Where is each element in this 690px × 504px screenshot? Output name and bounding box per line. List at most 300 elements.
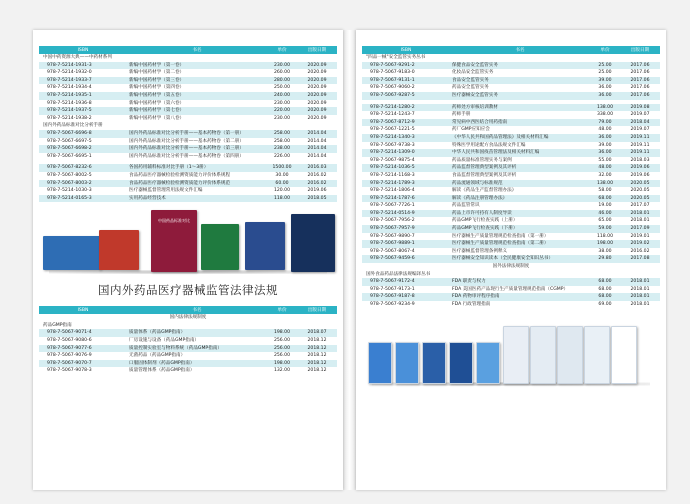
subsection-heading <box>362 263 660 271</box>
date-cell: 2019.02 <box>620 240 660 248</box>
title-cell: 国内外药品标准对比分析手册——基本药物卷（第三册） <box>127 145 267 153</box>
title-cell: 医疗器械监督管理常用法规文件汇编 <box>127 187 267 195</box>
section-heading <box>39 122 337 130</box>
title-cell: 新编中国药材学（第三卷） <box>127 77 267 85</box>
left-page <box>33 30 343 490</box>
isbn-cell: 978-7-5067-6695-1 <box>47 153 92 159</box>
isbn-cell: 978-7-5067-7956-2 <box>362 217 450 225</box>
price-cell: 198.00 <box>267 360 297 368</box>
price-cell: 29.80 <box>590 255 620 263</box>
price-cell: 250.00 <box>267 84 297 92</box>
isbn-cell: 978-7-5067-1221-5 <box>362 126 450 134</box>
title-cell: 国内外药品标准对比分析手册——基本药物卷（第四册） <box>129 153 244 159</box>
price-cell: 36.00 <box>590 149 620 157</box>
price-cell: 238.00 <box>267 145 297 153</box>
book-cover <box>151 210 197 272</box>
price-cell: 48.00 <box>590 164 620 172</box>
price-cell: 118.00 <box>267 195 297 203</box>
isbn-cell: 978-7-5067-9875-4 <box>362 157 450 165</box>
title-cell: 医疗器械监督管理条例释义 <box>450 248 590 256</box>
date-cell: 2019.11 <box>620 134 660 142</box>
title-cell: 医疗器械安全知识读本（全民健康安全知识丛书） <box>450 255 590 263</box>
price-cell: 240.00 <box>267 92 297 100</box>
table-row <box>362 195 660 203</box>
table-row <box>362 301 660 309</box>
date-cell: 2020.09 <box>297 84 337 92</box>
title-cell: 医疗器械生产质量管理规范检查指南（第一册） <box>450 233 590 241</box>
date-cell: 2016.03 <box>297 164 337 172</box>
table-row <box>362 217 660 225</box>
isbn-cell: 978-7-5214-1806-4 <box>362 187 450 195</box>
table-row <box>39 62 337 70</box>
title-cell: 厂房设施与设备（药品GMP指南） <box>129 338 200 344</box>
isbn-cell: 978-7-5067-8067-4 <box>362 248 450 256</box>
table-row <box>39 69 337 77</box>
price-cell: 59.00 <box>590 225 620 233</box>
price-cell: 39.00 <box>590 77 620 85</box>
date-cell: 2018.03 <box>620 157 660 165</box>
title-header: 书名 <box>127 306 267 314</box>
date-cell: 2020.09 <box>297 107 337 115</box>
table-row <box>39 195 337 203</box>
table-row <box>362 157 660 165</box>
price-cell: 132.00 <box>273 368 291 374</box>
isbn-cell: 978-7-5214-1168-3 <box>362 172 450 180</box>
title-cell: 《中华人民共和国药品管理法》及相关材料汇编 <box>450 134 590 142</box>
isbn-cell: 978-7-5067-8712-9 <box>362 119 450 127</box>
title-cell: 化妆品安全监管实务 <box>450 69 590 77</box>
title-cell: 国内外药品标准对比分析手册——基本药物卷（第一册） <box>127 130 267 138</box>
section-title: 中国中药资源大典——中药材系列 <box>39 54 337 62</box>
title-cell: FDA 行政管理指南 <box>452 302 491 307</box>
section-title: 药品GMP指南 <box>39 322 337 330</box>
price-cell: 220.00 <box>267 107 297 115</box>
isbn-cell: 978-7-5067-9077-6 <box>39 345 127 353</box>
date-cell: 2017.09 <box>620 225 660 233</box>
table-row <box>39 130 337 138</box>
price-cell: 68.00 <box>590 195 620 203</box>
table-row <box>362 293 660 301</box>
isbn-cell: 978-7-5067-6697-5 <box>47 138 92 144</box>
book-cover <box>43 236 101 270</box>
section-title: 国外食品药品法律法规编译丛书 <box>362 271 660 279</box>
price-cell: 36.00 <box>590 92 620 100</box>
table-header-row <box>39 306 337 314</box>
price-cell: 118.00 <box>590 233 620 241</box>
title-cell: 新编中国药材学（第七卷） <box>127 107 267 115</box>
date-cell: 2018.12 <box>297 345 337 353</box>
isbn-cell: 978-7-5214-1932-0 <box>39 69 127 77</box>
isbn-cell: 978-7-5214-1789-3 <box>362 180 450 188</box>
table-row <box>362 187 660 195</box>
table-row <box>39 187 337 195</box>
left-catalog-table <box>39 46 337 202</box>
table-row <box>362 172 660 180</box>
table-row <box>362 233 660 241</box>
table-row <box>39 84 337 92</box>
table-row <box>39 92 337 100</box>
isbn-header: ISBN <box>39 46 127 54</box>
title-cell: 新编中国药材学（第一卷） <box>127 62 267 70</box>
title-cell: 质量管理体系（药品GMP指南） <box>129 368 195 374</box>
isbn-cell: 978-7-5067-9172-4 <box>362 278 450 286</box>
isbn-header: ISBN <box>39 306 127 314</box>
price-cell: 68.00 <box>598 286 612 292</box>
isbn-cell: 978-7-5067-9287-5 <box>362 92 450 100</box>
title-cell: 新编中国药材学（第五卷） <box>127 92 267 100</box>
date-cell: 2019.06 <box>620 172 660 180</box>
title-cell: 国内外药品标准对比分析手册——基本药物卷（第二册） <box>129 138 244 144</box>
section-title: 国内外药品标准对比分析手册 <box>39 122 337 130</box>
table-row <box>362 142 660 150</box>
isbn-cell: 978-7-5067-7726-1 <box>362 202 450 210</box>
isbn-cell: 978-7-5067-9234-9 <box>370 302 415 307</box>
table-row <box>39 352 337 360</box>
table-header-row <box>362 46 660 54</box>
price-cell: 79.00 <box>590 119 620 127</box>
title-cell: 特殊医学用途配方食品法规文件汇编 <box>450 142 590 150</box>
isbn-cell: 978-7-5067-9060-2 <box>362 84 450 92</box>
table-row <box>362 84 660 92</box>
price-cell: 65.00 <box>590 217 620 225</box>
book-cover <box>611 326 637 384</box>
isbn-cell: 978-7-5067-8002-5 <box>39 172 127 180</box>
title-cell: 新编中国药材学（第四卷） <box>127 84 267 92</box>
isbn-cell: 978-7-5214-1936-8 <box>39 100 127 108</box>
date-cell: 2014.04 <box>307 153 327 159</box>
date-cell: 2020.09 <box>297 77 337 85</box>
subsection-title: 国内法律法规制度 <box>39 314 337 322</box>
book-cover <box>368 342 392 384</box>
title-cell: 中华人民共和国疫苗管理法及相关材料汇编 <box>450 149 590 157</box>
right-book-banner <box>362 313 660 388</box>
title-cell: 常见病中西医结合用药指南 <box>450 119 590 127</box>
price-cell: 32.00 <box>590 172 620 180</box>
isbn-cell: 978-7-5067-9738-3 <box>362 142 450 150</box>
date-header: 出版日期 <box>297 46 337 54</box>
date-cell: 2018.05 <box>297 195 337 203</box>
date-cell: 2017.06 <box>620 69 660 77</box>
date-cell: 2020.05 <box>620 180 660 188</box>
price-cell: 38.00 <box>590 248 620 256</box>
price-cell: 120.00 <box>267 187 297 195</box>
price-cell: 338.00 <box>590 111 620 119</box>
table-row <box>362 149 660 157</box>
isbn-cell: 978-7-5214-1934-4 <box>39 84 127 92</box>
isbn-cell: 978-7-5214-1935-1 <box>39 92 127 100</box>
table-row <box>362 248 660 256</box>
book-cover <box>530 326 556 384</box>
price-header: 单价 <box>590 46 620 54</box>
price-cell: 58.00 <box>590 187 620 195</box>
table-row <box>39 107 337 115</box>
table-row <box>362 286 660 294</box>
isbn-cell: 978-7-5214-0165-3 <box>39 195 127 203</box>
date-cell: 2018.01 <box>620 210 660 218</box>
price-cell: 256.00 <box>273 338 291 344</box>
table-header-row <box>39 46 337 54</box>
date-cell: 2019.01 <box>620 233 660 241</box>
price-cell: 198.00 <box>267 329 297 337</box>
table-row <box>39 164 337 172</box>
table-row <box>39 77 337 85</box>
title-cell: 新编中国药材学（第二卷） <box>127 69 267 77</box>
title-cell: FDA 美国医药产品现行生产质量管理规范指南（CGMP） <box>452 286 569 292</box>
isbn-cell: 978-7-5067-9890-7 <box>362 233 450 241</box>
title-cell: 药品监督管理典型案例及其评析 <box>450 164 590 172</box>
price-cell: 46.00 <box>590 210 620 218</box>
table-row <box>39 115 337 123</box>
book-cover <box>201 224 239 270</box>
isbn-cell: 978-7-5214-1030-3 <box>39 187 127 195</box>
right-page <box>356 30 666 490</box>
isbn-cell: 978-7-5214-1938-2 <box>39 115 127 123</box>
isbn-cell: 978-7-5067-8003-2 <box>39 180 127 188</box>
title-cell: 食品监督管理典型案例及其评析 <box>450 172 590 180</box>
book-cover <box>422 342 446 384</box>
title-cell: 食品药品医疗器械检验检测资质能力评价体系规范 <box>127 180 267 188</box>
price-cell: 36.00 <box>590 84 620 92</box>
price-cell: 198.00 <box>590 240 620 248</box>
date-cell: 2020.09 <box>297 62 337 70</box>
price-cell: 258.00 <box>267 130 297 138</box>
date-cell: 2019.08 <box>620 104 660 112</box>
book-cover <box>291 214 335 272</box>
book-cover <box>584 326 610 384</box>
title-cell: 药师处方审核培训教材 <box>450 104 590 112</box>
date-cell: 2017.08 <box>620 255 660 263</box>
table-row <box>39 172 337 180</box>
section-heading <box>362 271 660 279</box>
section-heading <box>39 322 337 330</box>
price-cell: 260.00 <box>267 69 297 77</box>
title-cell: 药厂GMP应知应会 <box>450 126 590 134</box>
table-row <box>362 111 660 119</box>
table-row <box>39 138 337 146</box>
date-cell: 2018.04 <box>620 119 660 127</box>
table-row <box>39 100 337 108</box>
title-cell: 解读《药品生产监督管理办法》 <box>450 187 590 195</box>
section-title: "四品一械"安全监管实务丛书 <box>362 54 660 62</box>
price-cell: 226.00 <box>273 153 291 159</box>
isbn-cell: 978-7-5214-1931-3 <box>39 62 127 70</box>
book-cover <box>476 342 500 384</box>
title-cell: FDA 药物审评程序指南 <box>450 293 590 301</box>
date-cell: 2020.09 <box>297 92 337 100</box>
isbn-cell: 978-7-5067-9291-2 <box>362 62 450 70</box>
table-row <box>39 360 337 368</box>
isbn-cell: 978-7-5067-9187-8 <box>362 293 450 301</box>
price-cell: 69.00 <box>598 302 612 307</box>
left-catalog-table-2 <box>39 306 337 375</box>
price-cell: 36.00 <box>590 134 620 142</box>
title-header: 书名 <box>127 46 267 54</box>
section-heading <box>362 54 660 62</box>
isbn-cell: 978-7-5067-9070-7 <box>39 360 127 368</box>
isbn-cell: 978-7-5067-9173-1 <box>370 286 415 292</box>
subsection-title: 国外法律法规制度 <box>362 263 660 271</box>
date-cell: 2018.12 <box>307 353 327 359</box>
isbn-cell: 978-7-5067-9071-4 <box>39 329 127 337</box>
isbn-cell: 978-7-5067-9080-6 <box>47 338 92 344</box>
table-row <box>39 329 337 337</box>
price-cell: 230.00 <box>267 115 297 123</box>
table-row <box>39 153 337 161</box>
price-cell: 68.00 <box>590 278 620 286</box>
table-row <box>362 202 660 210</box>
table-row <box>362 62 660 70</box>
book-cover <box>99 230 139 270</box>
isbn-cell: 978-7-5214-1309-0 <box>362 149 450 157</box>
date-cell: 2017.07 <box>620 202 660 210</box>
table-row <box>362 164 660 172</box>
book-cover <box>557 326 583 384</box>
price-cell: 256.00 <box>273 353 291 359</box>
date-cell: 2017.06 <box>620 84 660 92</box>
date-cell: 2020.09 <box>297 100 337 108</box>
date-cell: 2018.01 <box>620 217 660 225</box>
price-cell: 230.00 <box>267 62 297 70</box>
price-cell: 55.00 <box>590 157 620 165</box>
title-cell: 药品GMP飞行检查实践（上册） <box>450 217 590 225</box>
table-row <box>362 69 660 77</box>
isbn-cell: 978-7-5067-6698-2 <box>39 145 127 153</box>
date-cell: 2017.06 <box>620 92 660 100</box>
date-header: 出版日期 <box>620 46 660 54</box>
table-row <box>39 367 337 375</box>
table-row <box>362 180 660 188</box>
table-row <box>362 225 660 233</box>
title-cell: 保健食品安全监管实务 <box>450 62 590 70</box>
book-cover <box>503 326 529 384</box>
price-cell: 138.00 <box>590 104 620 112</box>
table-row <box>362 119 660 127</box>
price-cell: 230.00 <box>267 100 297 108</box>
page-title: 国内外药品医疗器械监管法律法规 <box>98 283 278 298</box>
price-cell: 1500.00 <box>267 164 297 172</box>
title-cell: 药品安全监管实务 <box>450 84 590 92</box>
price-header: 单价 <box>267 46 297 54</box>
date-cell: 2018.01 <box>630 302 650 307</box>
table-row <box>39 345 337 353</box>
table-row <box>362 134 660 142</box>
isbn-cell: 978-7-5214-1933-7 <box>39 77 127 85</box>
isbn-cell: 978-7-5214-1036-5 <box>362 164 450 172</box>
price-cell: 256.00 <box>267 345 297 353</box>
title-cell: 质量体系（药品GMP指南） <box>127 329 267 337</box>
isbn-cell: 978-7-5067-9889-1 <box>362 240 450 248</box>
date-cell: 2018.12 <box>307 368 327 374</box>
date-cell: 2017.06 <box>620 77 660 85</box>
isbn-cell: 978-7-5214-1340-3 <box>362 134 450 142</box>
isbn-cell: 978-7-5214-1280-2 <box>362 104 450 112</box>
table-row <box>362 92 660 100</box>
title-cell: 食品药品医疗器械检验检测资质能力评价体系规程 <box>127 172 267 180</box>
table-row <box>39 180 337 188</box>
date-cell: 2014.04 <box>297 145 337 153</box>
isbn-cell: 978-7-5214-1787-6 <box>362 195 450 203</box>
isbn-cell: 978-7-5067-9459-6 <box>362 255 450 263</box>
isbn-cell: 978-7-5214-1243-7 <box>362 111 450 119</box>
title-cell: 实用药品经营技术 <box>127 195 267 203</box>
date-cell: 2017.06 <box>620 62 660 70</box>
left-book-banner <box>39 206 337 276</box>
section-heading <box>39 54 337 62</box>
price-cell: 48.00 <box>590 126 620 134</box>
title-cell: 药品流通领域与标准规范 <box>450 180 590 188</box>
date-cell: 2016.02 <box>620 248 660 256</box>
isbn-header: ISBN <box>362 46 450 54</box>
title-cell: 无菌药品（药品GMP指南） <box>129 353 186 359</box>
isbn-cell: 978-7-5067-7957-9 <box>362 225 450 233</box>
table-row <box>362 104 660 112</box>
date-cell: 2018.01 <box>620 278 660 286</box>
isbn-cell: 978-7-5214-0514-9 <box>362 210 450 218</box>
date-cell: 2019.06 <box>297 187 337 195</box>
date-cell: 2016.02 <box>297 180 337 188</box>
title-cell: 新编中国药材学（第八卷） <box>127 115 267 123</box>
title-cell: 药品质量标准管理实务与案例 <box>450 157 590 165</box>
title-header: 书名 <box>450 46 590 54</box>
table-row <box>362 126 660 134</box>
table-row <box>39 145 337 153</box>
table-row <box>362 278 660 286</box>
price-cell: 25.00 <box>590 69 620 77</box>
title-cell: 药品监管常识 <box>450 202 590 210</box>
date-cell: 2019.11 <box>620 142 660 150</box>
title-cell: 口服固体制剂（药品GMP指南） <box>127 360 267 368</box>
price-cell: 30.00 <box>267 172 297 180</box>
isbn-cell: 978-7-5067-8232-6 <box>39 164 127 172</box>
date-cell: 2016.02 <box>297 172 337 180</box>
subsection-heading <box>39 314 337 322</box>
book-cover-title: 中国药品标准对比 <box>158 218 190 224</box>
isbn-cell: 978-7-5067-9183-0 <box>362 69 450 77</box>
table-row <box>362 255 660 263</box>
date-cell: 2020.05 <box>620 195 660 203</box>
isbn-cell: 978-7-5067-9078-3 <box>47 368 92 374</box>
table-row <box>362 240 660 248</box>
title-cell: 各国药用辅料标准对比手册（1～3册） <box>127 164 267 172</box>
price-cell: 25.00 <box>590 62 620 70</box>
date-cell: 2018.07 <box>297 329 337 337</box>
title-cell: 药师手册 <box>450 111 590 119</box>
title-cell: FDA 职责与权力 <box>450 278 590 286</box>
date-cell: 2019.07 <box>620 111 660 119</box>
price-cell: 39.00 <box>590 142 620 150</box>
date-cell: 2019.07 <box>620 126 660 134</box>
date-cell: 2018.01 <box>630 286 650 292</box>
price-cell: 280.00 <box>267 77 297 85</box>
title-cell: 新编中国药材学（第六卷） <box>127 100 267 108</box>
date-cell: 2020.09 <box>297 69 337 77</box>
date-cell: 2014.04 <box>307 138 327 144</box>
date-cell: 2019.06 <box>620 164 660 172</box>
date-cell: 2019.11 <box>620 149 660 157</box>
table-row <box>362 77 660 85</box>
isbn-cell: 978-7-5067-6696-8 <box>39 130 127 138</box>
price-header: 单价 <box>267 306 297 314</box>
title-cell: 药品GMP飞行检查实践（下册） <box>450 225 590 233</box>
isbn-cell: 978-7-5067-9076-9 <box>47 353 92 359</box>
price-cell: 258.00 <box>273 138 291 144</box>
date-cell: 2020.05 <box>620 187 660 195</box>
date-cell: 2018.12 <box>307 338 327 344</box>
date-cell: 2014.04 <box>297 130 337 138</box>
book-spine <box>343 30 356 490</box>
price-cell: 138.00 <box>590 180 620 188</box>
title-cell: 解读《药品注册管理办法》 <box>450 195 590 203</box>
